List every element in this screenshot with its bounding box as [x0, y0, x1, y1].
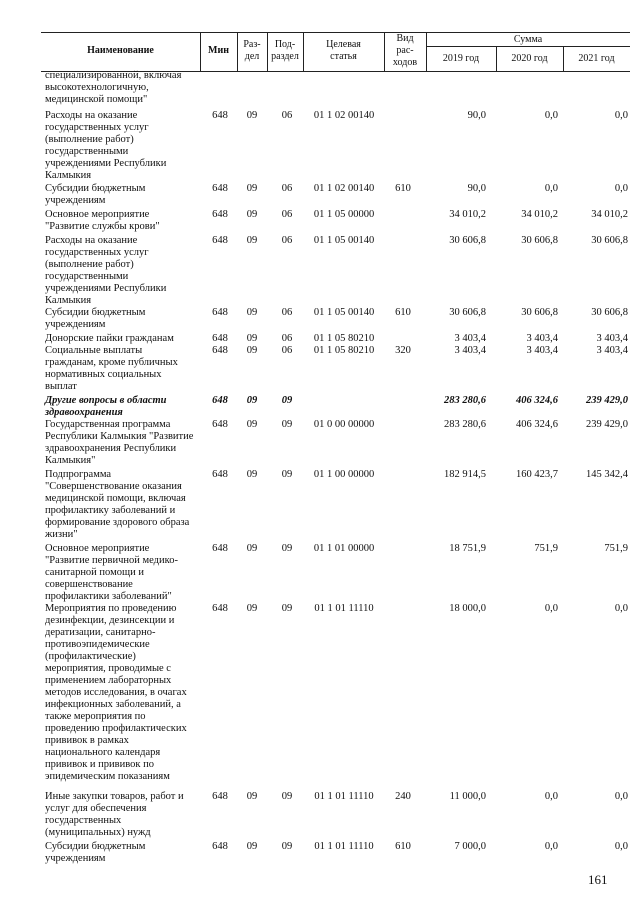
row-celevaya: 01 1 05 00140 — [313, 307, 375, 318]
row-celevaya: 01 1 05 00000 — [313, 209, 375, 220]
row-2020: 160 423,7 — [516, 469, 558, 480]
row-name: Расходы на оказание государственных услуг (выполнение работ) государственными учреждениями Республики Калмыкия — [45, 110, 167, 181]
page-number: 161 — [588, 872, 608, 887]
row-min: 648 — [212, 603, 228, 614]
row-name: Государственная программа Республики Калмыкия "Развитие здравоохранения Республики Калмыкия" — [45, 419, 194, 466]
row-2019: 3 403,4 — [454, 333, 486, 344]
row-name: Другие вопросы в области здравоохранения — [45, 395, 167, 418]
row-2019: 90,0 — [467, 183, 486, 194]
row-podrazdel: 09 — [281, 603, 293, 614]
row-celevaya: 01 1 05 80210 — [313, 333, 375, 344]
header-podrazdel: Под- раздел — [271, 39, 299, 62]
row-2021: 0,0 — [614, 183, 628, 194]
row-podrazdel: 06 — [281, 333, 293, 344]
row-vid: 610 — [395, 183, 411, 194]
row-min: 648 — [212, 333, 228, 344]
row-2019: 11 000,0 — [449, 791, 486, 802]
row-name: Расходы на оказание государственных услуг (выполнение работ) государственными учреждениями Республики Калмыкия — [45, 235, 167, 306]
row-name: Субсидии бюджетным учреждениям — [45, 307, 146, 330]
row-2020: 34 010,2 — [521, 209, 558, 220]
row-razdel: 09 — [246, 110, 258, 121]
row-2020: 0,0 — [544, 183, 558, 194]
row-razdel: 09 — [246, 307, 258, 318]
row-razdel: 09 — [246, 841, 258, 852]
row-razdel: 09 — [246, 791, 258, 802]
row-2019: 7 000,0 — [454, 841, 486, 852]
row-2021: 30 606,8 — [591, 235, 628, 246]
row-2020: 3 403,4 — [526, 333, 558, 344]
row-name: Субсидии бюджетным учреждениям — [45, 183, 146, 206]
row-celevaya: 01 1 05 80210 — [313, 345, 375, 356]
row-celevaya: 01 1 01 00000 — [313, 543, 375, 554]
header-min: Мин — [208, 45, 229, 56]
row-2020: 0,0 — [544, 110, 558, 121]
header-summa: Сумма — [513, 34, 543, 45]
row-2020: 0,0 — [544, 791, 558, 802]
row-celevaya: 01 1 05 00140 — [313, 235, 375, 246]
row-name: Мероприятия по проведению дезинфекции, дезинсекции и дератизации, санитарно-противоэпидемические (профилактические) мероприятия, проводимые с применением лабораторных методов исследования, в очагах инфекционных заболеваний, а также мероприятия по проведению профилактических прививок в рамках национального календаря прививок и прививок по эпидемическим показаниям — [45, 603, 187, 782]
row-celevaya: 01 1 01 11110 — [314, 603, 374, 614]
row-2021: 3 403,4 — [596, 333, 628, 344]
row-podrazdel: 06 — [281, 345, 293, 356]
row-2019: 34 010,2 — [449, 209, 486, 220]
row-2020: 406 324,6 — [516, 395, 558, 406]
row-2019: 3 403,4 — [454, 345, 486, 356]
row-vid: 240 — [395, 791, 411, 802]
row-2019: 283 280,6 — [444, 419, 486, 430]
row-podrazdel: 09 — [281, 543, 293, 554]
row-name: Основное мероприятие "Развитие службы крови" — [45, 209, 160, 232]
row-2019: 283 280,6 — [444, 395, 486, 406]
row-celevaya: 01 0 00 00000 — [313, 419, 375, 430]
row-razdel: 09 — [246, 209, 258, 220]
row-min: 648 — [212, 469, 228, 480]
row-vid: 320 — [395, 345, 411, 356]
row-razdel: 09 — [246, 543, 258, 554]
row-podrazdel: 09 — [281, 791, 293, 802]
row-razdel: 09 — [246, 333, 258, 344]
row-razdel: 09 — [246, 419, 258, 430]
row-vid: 610 — [395, 841, 411, 852]
row-vid: 610 — [395, 307, 411, 318]
row-celevaya: 01 1 02 00140 — [313, 183, 375, 194]
row-2020: 406 324,6 — [516, 419, 558, 430]
row-celevaya: 01 1 02 00140 — [313, 110, 375, 121]
row-2021: 0,0 — [614, 791, 628, 802]
row-podrazdel: 06 — [281, 307, 293, 318]
row-2020: 3 403,4 — [526, 345, 558, 356]
row-2019: 182 914,5 — [444, 469, 486, 480]
row-2021: 0,0 — [614, 603, 628, 614]
row-min: 648 — [212, 791, 228, 802]
table-header — [41, 32, 630, 72]
row-2020: 0,0 — [544, 841, 558, 852]
row-razdel: 09 — [246, 395, 258, 406]
row-celevaya: 01 1 00 00000 — [313, 469, 375, 480]
row-podrazdel: 06 — [281, 183, 293, 194]
row-name: Иные закупки товаров, работ и услуг для обеспечения государственных (муниципальных) нужд — [45, 791, 184, 838]
row-min: 648 — [212, 543, 228, 554]
row-name: специализированной, включая высокотехнологичную, медицинской помощи" — [45, 70, 182, 105]
row-min: 648 — [212, 841, 228, 852]
row-name: Донорские пайки гражданам — [45, 333, 174, 344]
header-name: Наименование — [87, 45, 154, 56]
row-2019: 90,0 — [467, 110, 486, 121]
row-2019: 30 606,8 — [449, 307, 486, 318]
row-podrazdel: 06 — [281, 235, 293, 246]
row-2021: 239 429,0 — [586, 419, 628, 430]
row-2021: 239 429,0 — [586, 395, 628, 406]
row-razdel: 09 — [246, 183, 258, 194]
header-2021: 2021 год — [578, 53, 615, 64]
row-min: 648 — [212, 345, 228, 356]
row-2021: 751,9 — [604, 543, 628, 554]
row-podrazdel: 09 — [281, 419, 293, 430]
row-2021: 30 606,8 — [591, 307, 628, 318]
row-podrazdel: 06 — [281, 209, 293, 220]
header-2020: 2020 год — [511, 53, 548, 64]
header-vid: Вид рас- ходов — [392, 33, 418, 68]
row-name: Основное мероприятие "Развитие первичной медико-санитарной помощи и совершенствование профилактики заболеваний" — [45, 543, 178, 602]
row-min: 648 — [212, 235, 228, 246]
row-razdel: 09 — [246, 235, 258, 246]
row-podrazdel: 09 — [281, 469, 293, 480]
row-min: 648 — [212, 183, 228, 194]
row-razdel: 09 — [246, 345, 258, 356]
row-2020: 0,0 — [544, 603, 558, 614]
row-razdel: 09 — [246, 469, 258, 480]
row-2020: 30 606,8 — [521, 307, 558, 318]
row-podrazdel: 09 — [281, 841, 293, 852]
row-min: 648 — [212, 307, 228, 318]
row-celevaya: 01 1 01 11110 — [314, 841, 374, 852]
row-2019: 30 606,8 — [449, 235, 486, 246]
row-min: 648 — [212, 395, 228, 406]
row-name: Подпрограмма "Совершенствование оказания медицинской помощи, включая профилактику заболеваний и формирование здорового образа жизни" — [45, 469, 190, 540]
row-2021: 0,0 — [614, 110, 628, 121]
row-podrazdel: 06 — [281, 110, 293, 121]
row-min: 648 — [212, 209, 228, 220]
row-name: Социальные выплаты гражданам, кроме публичных нормативных социальных выплат — [45, 345, 178, 392]
row-2021: 145 342,4 — [586, 469, 628, 480]
row-celevaya: 01 1 01 11110 — [314, 791, 374, 802]
row-2021: 3 403,4 — [596, 345, 628, 356]
row-2019: 18 751,9 — [449, 543, 486, 554]
row-min: 648 — [212, 419, 228, 430]
header-celevaya: Целевая статья — [326, 39, 361, 62]
row-min: 648 — [212, 110, 228, 121]
header-2019: 2019 год — [442, 53, 480, 64]
row-2021: 34 010,2 — [591, 209, 628, 220]
row-name: Субсидии бюджетным учреждениям — [45, 841, 146, 864]
row-razdel: 09 — [246, 603, 258, 614]
header-razdel: Раз- дел — [243, 39, 261, 62]
row-2019: 18 000,0 — [449, 603, 486, 614]
row-2020: 751,9 — [534, 543, 558, 554]
row-2020: 30 606,8 — [521, 235, 558, 246]
row-2021: 0,0 — [614, 841, 628, 852]
row-podrazdel: 09 — [281, 395, 293, 406]
